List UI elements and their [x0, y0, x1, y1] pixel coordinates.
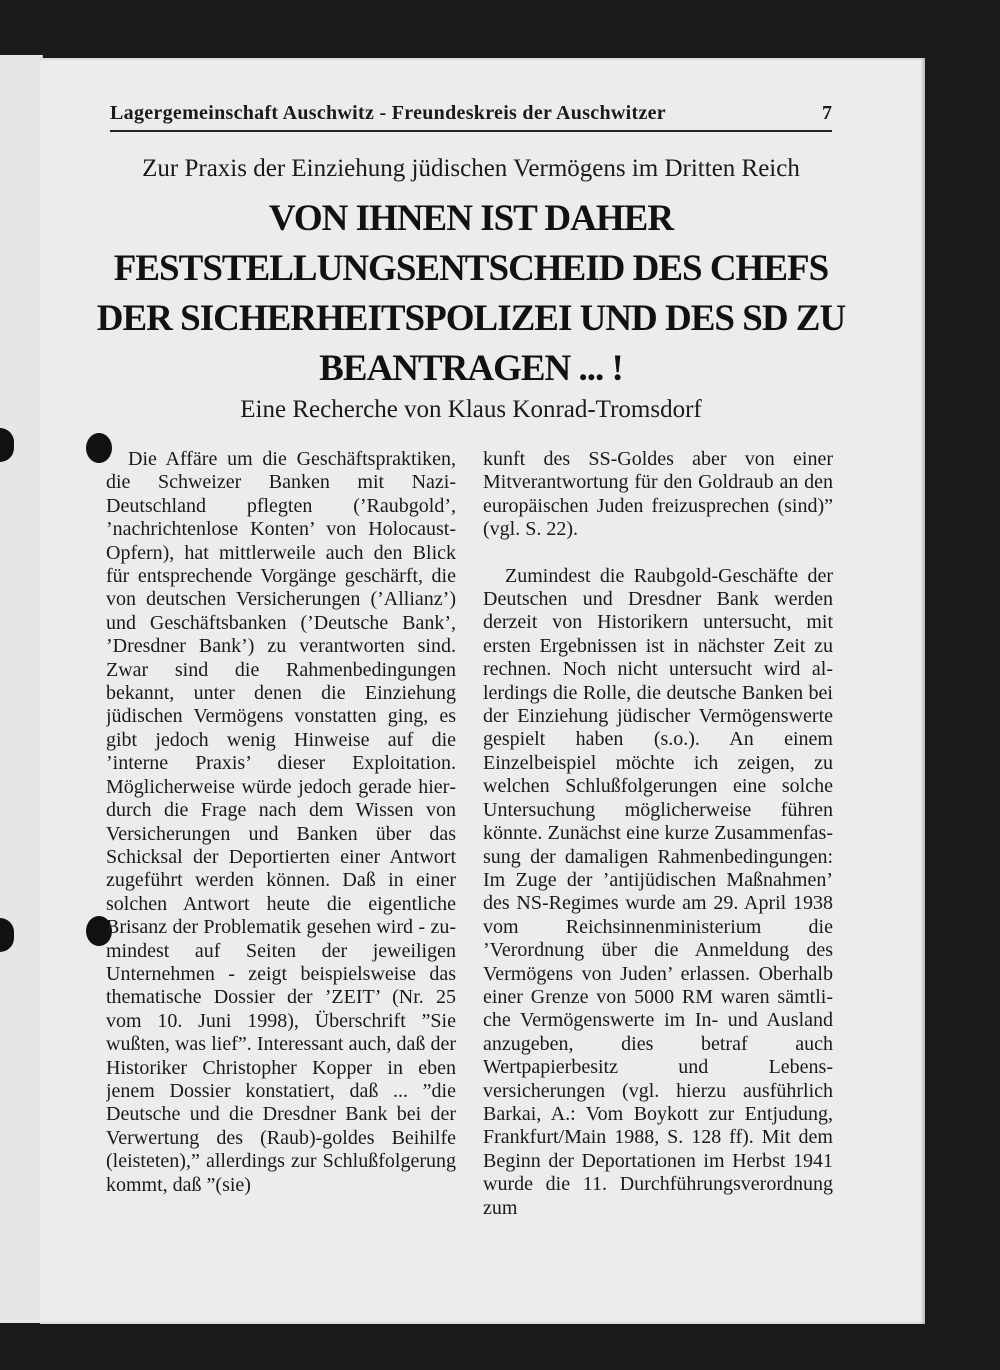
article-kicker: Zur Praxis der Einziehung jüdischen Vermögens im Dritten Reich [142, 155, 800, 182]
facing-page-edge [0, 55, 43, 1323]
header-title: Lagergemeinschaft Auschwitz - Freundeskreis der Auschwitzer [110, 102, 666, 124]
article-headline: VON IHNEN IST DAHER FESTSTELLUNGSENTSCHEID DES CHEFS DER SICHERHEITSPOLIZEI UND DES SD ZU BEANTRAGEN ... ! [96, 198, 846, 389]
body-paragraph: Die Affäre um die Geschäftspraktiken, die Schweizer Banken mit Nazi-Deutschland pflegten (’Raubgold’, ’nachrichtenlose Konten’ von Holocaust-Opfern), hat mittlerweile auch den Blick für entsprechende Vorgänge geschärft, die von deutschen Versicherungen (’Allianz’) und Geschäftsbanken (’Deutsche Bank’, ’Dresdner Bank’) zu verantworten sind. Zwar sind die Rahmenbedingungen bekannt, unter denen die Einziehung jüdischen Vermögens vonstatten ging, es gibt jedoch wenig Hinweise auf die ’interne Praxis’ dieser Exploitation. Möglicherweise würde jedoch gerade hierdurch die Frage nach dem Wissen von Versicherungen und Banken über das Schicksal der Deportierten einer Antwort zugeführt werden können. Daß in einer solchen Antwort heute die eigentliche Brisanz der Problematik gesehen wird - zumindest auf Seiten der jeweiligen Unternehmen - zeigt beispielsweise das thematische Dossier der ’ZEIT’ (Nr. 25 vom 10. Juni 1998), Überschrift ”Sie wußten, was lief”. Interessant auch, daß der Historiker Christopher Kopper in eben jenem Dossier konstatiert, daß ... ”die Deutsche und die Dresdner Bank bei der Verwertung des (Raub)-goldes Beihilfe (leisteten),” allerdings zur Schlußfolgerung kommt, daß ”(sie) [106, 448, 456, 1196]
body-paragraph: Zumindest die Raubgold-Geschäfte der Deutschen und Dresdner Bank werden derzeit von Historikern untersucht, mit ersten Ergebnissen ist in nächster Zeit zu rechnen. Noch nicht untersucht wird allerdings die Rolle, die deutsche Banken bei der Einziehung jüdischer Vermögenswerte gespielt haben (s.o.). An einem Einzelbeispiel möchte ich zeigen, zu welchen Schlußfolgerungen eine solche Untersuchung möglicherweise führen könnte. Zunächst eine kurze Zusammenfassung der damaligen Rahmenbedingungen: Im Zuge der ’antijüdischen Maßnahmen’ des NS-Regimes wurde am 29. April 1938 vom Reichsinnenministerium die ’Verordnung über die Anmeldung des Vermögens von Juden’ erlassen. Oberhalb einer Grenze von 5000 RM waren sämtliche Vermögenswerte im In- und Ausland anzugeben, dies betraf auch Wertpapierbesitz und Lebensversicherungen (vgl. hierzu ausführlich Barkai, A.: Vom Boykott zur Entjudung, Frankfurt/Main 1988, S. 128 ff). Mit dem Beginn der Deportationen im Herbst 1941 wurde die 11. Durchführungsverordnung zum [483, 564, 833, 1219]
body-paragraph: kunft des SS-Goldes aber von einer Mitverantwortung für den Goldraub an den europäischen Juden freizusprechen (sind)” (vgl. S. 22). [483, 448, 833, 541]
article-byline: Eine Recherche von Klaus Konrad-Tromsdorf [240, 396, 702, 423]
running-header [110, 102, 832, 132]
document-page [40, 58, 925, 1324]
page-number: 7 [822, 102, 832, 124]
text-column-right [483, 448, 833, 1288]
text-column-left [106, 448, 456, 1288]
